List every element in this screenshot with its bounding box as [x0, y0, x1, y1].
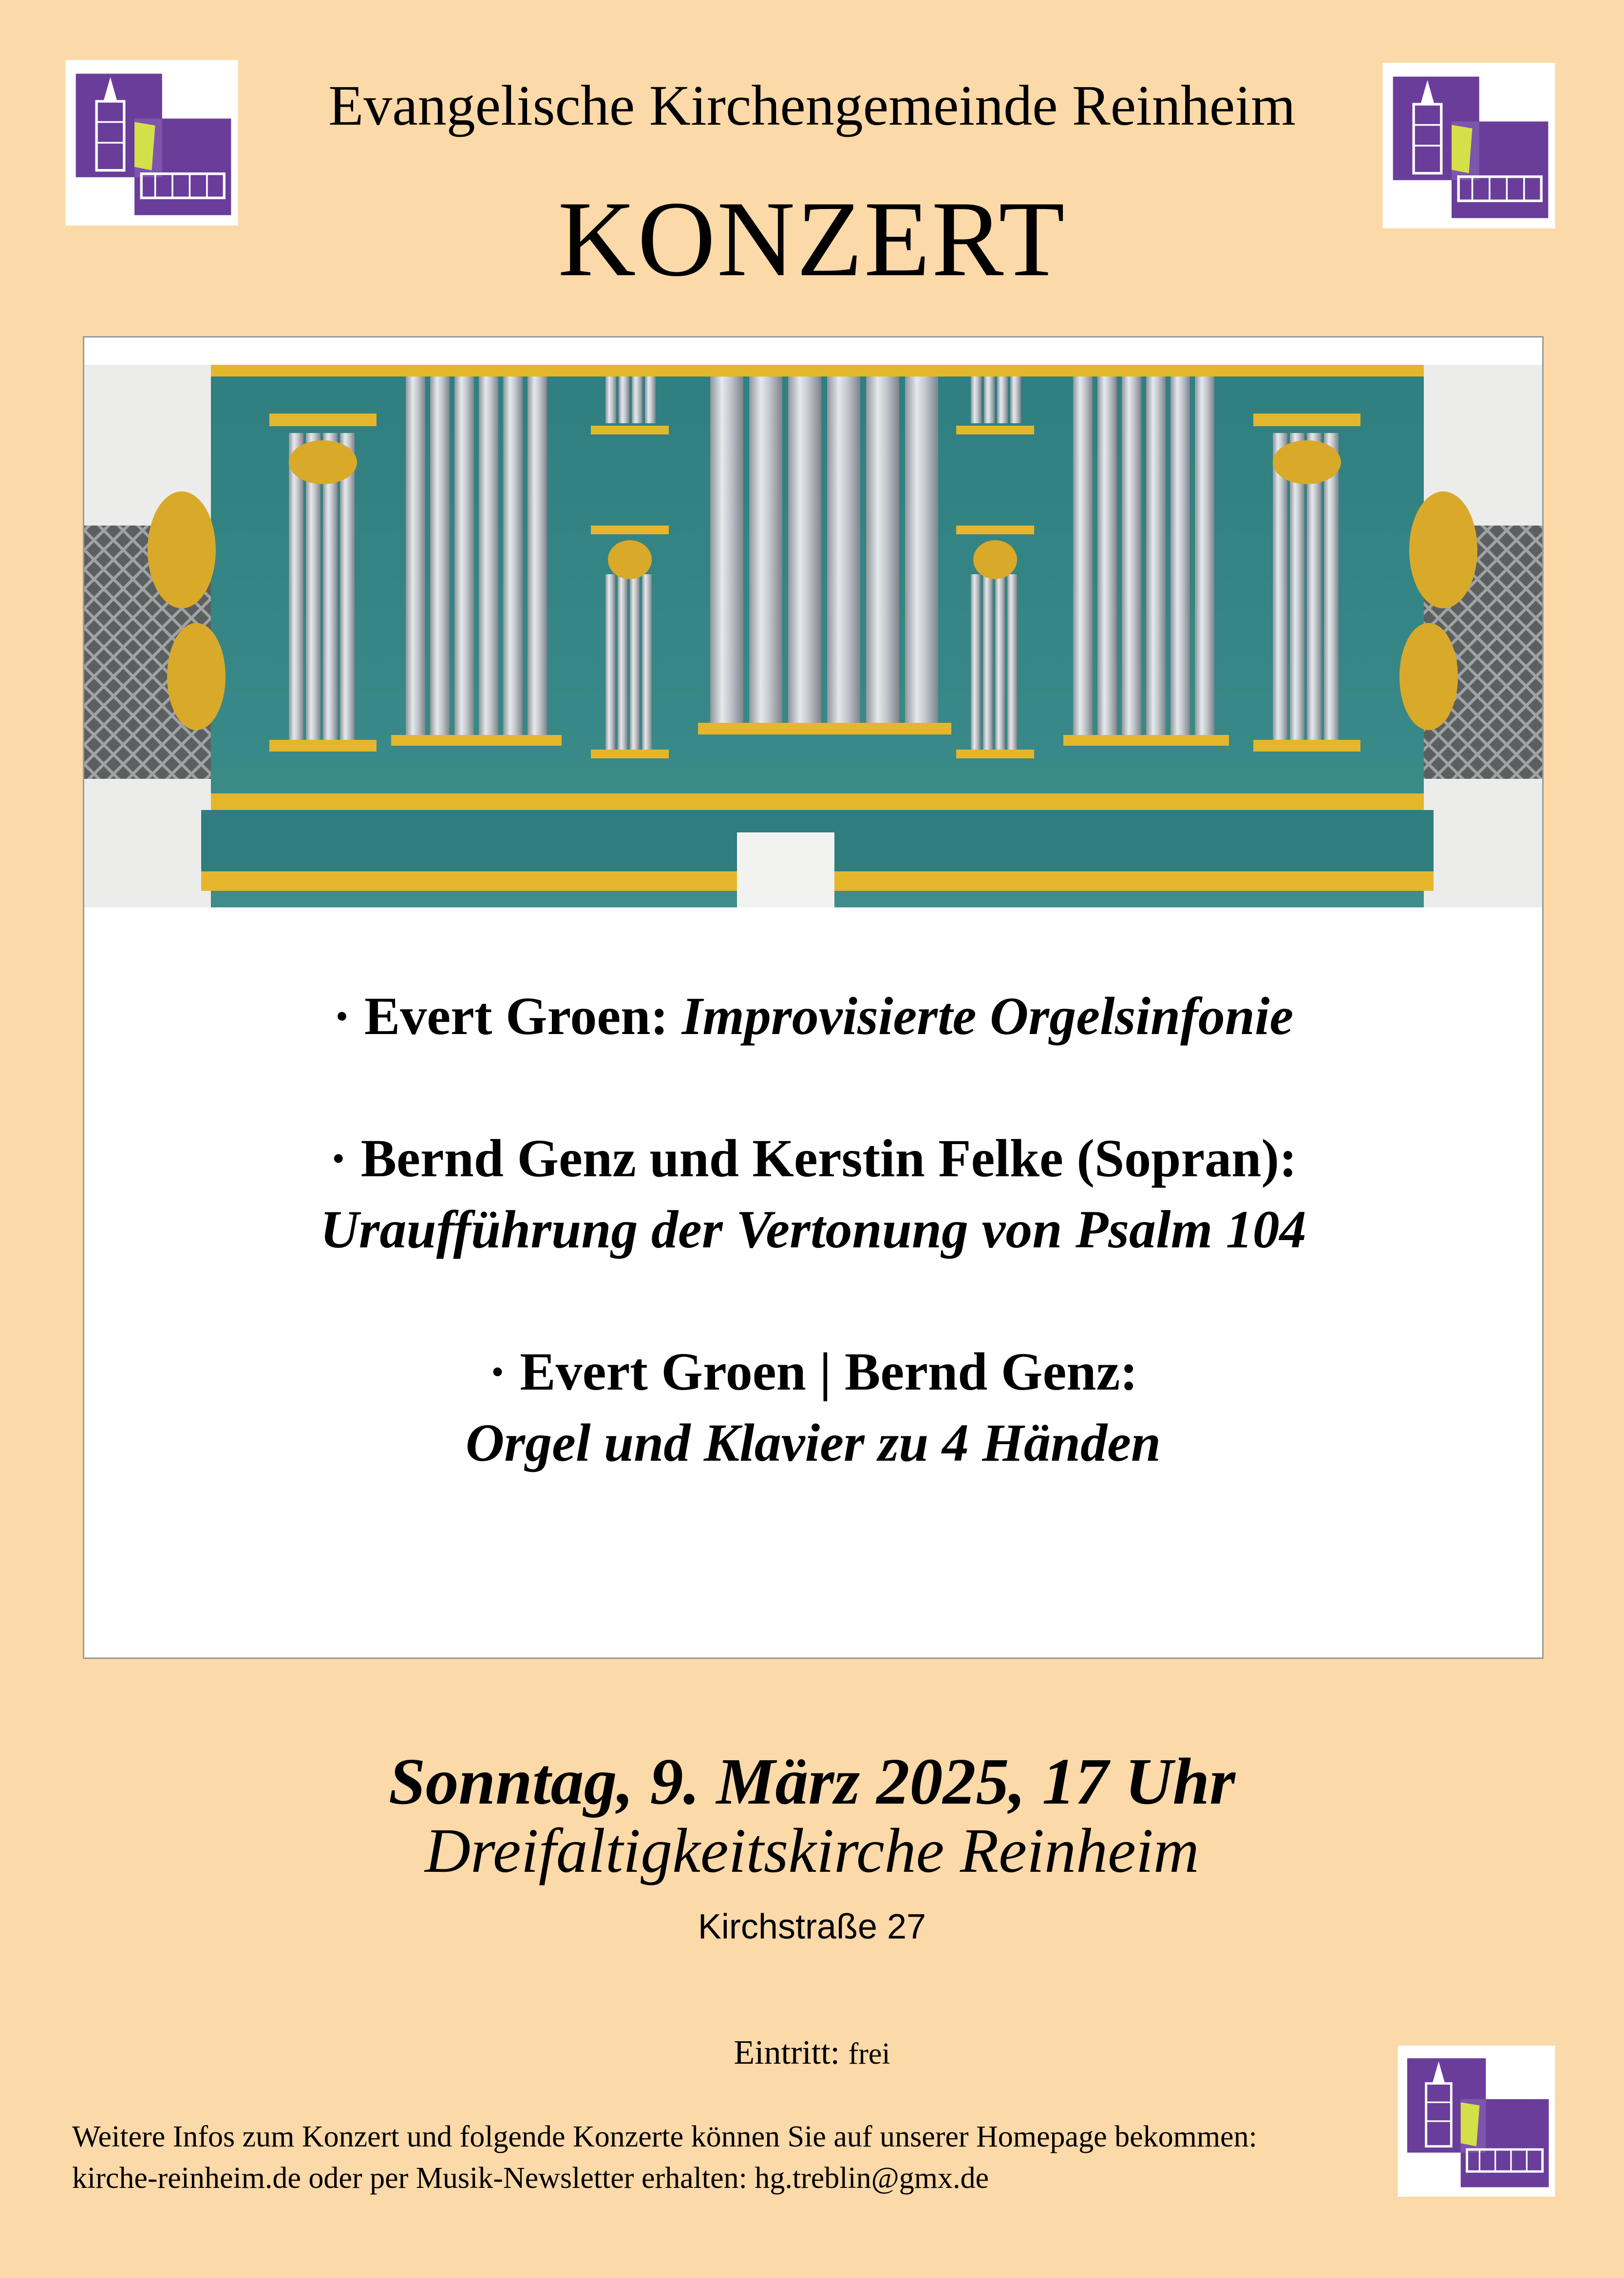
program-item	[84, 1336, 1542, 1478]
footer-info	[72, 2116, 1387, 2199]
program-item	[84, 980, 1542, 1052]
footer-line: kirche-reinheim.de oder per Musik-Newsletter erhalten: hg.treblin@gmx.de	[72, 2162, 989, 2195]
program-item	[84, 1123, 1542, 1265]
organization-name: Evangelische Kirchengemeinde Reinheim	[328, 74, 1296, 137]
program-performer: · Bernd Genz und Kerstin Felke (Sopran):	[329, 1129, 1297, 1188]
program-performer: · Evert Groen:	[333, 986, 669, 1046]
entry-label: Eintritt:	[734, 2034, 840, 2071]
entry-fee	[0, 2036, 1624, 2070]
program-work: Improvisierte Orgelsinfonie	[681, 986, 1294, 1046]
organ-photo	[84, 365, 1542, 907]
program-work: Orgel und Klavier zu 4 Händen	[465, 1413, 1161, 1472]
program-performer: · Evert Groen | Bernd Genz:	[489, 1342, 1138, 1401]
organ-image	[84, 365, 1542, 907]
program-list	[84, 980, 1542, 1549]
program-panel	[83, 336, 1544, 1659]
event-date: Sonntag, 9. März 2025, 17 Uhr	[388, 1745, 1236, 1818]
program-work: Uraufführung der Vertonung von Psalm 104	[320, 1200, 1306, 1259]
page-title: KONZERT	[558, 179, 1066, 299]
footer-line: Weitere Infos zum Konzert und folgende Konzerte können Sie auf unserer Homepage bekommen:	[72, 2120, 1257, 2153]
entry-value: frei	[848, 2037, 890, 2071]
event-address: Kirchstraße 27	[698, 1907, 926, 1946]
event-venue: Dreifaltigkeitskirche Reinheim	[425, 1816, 1199, 1886]
